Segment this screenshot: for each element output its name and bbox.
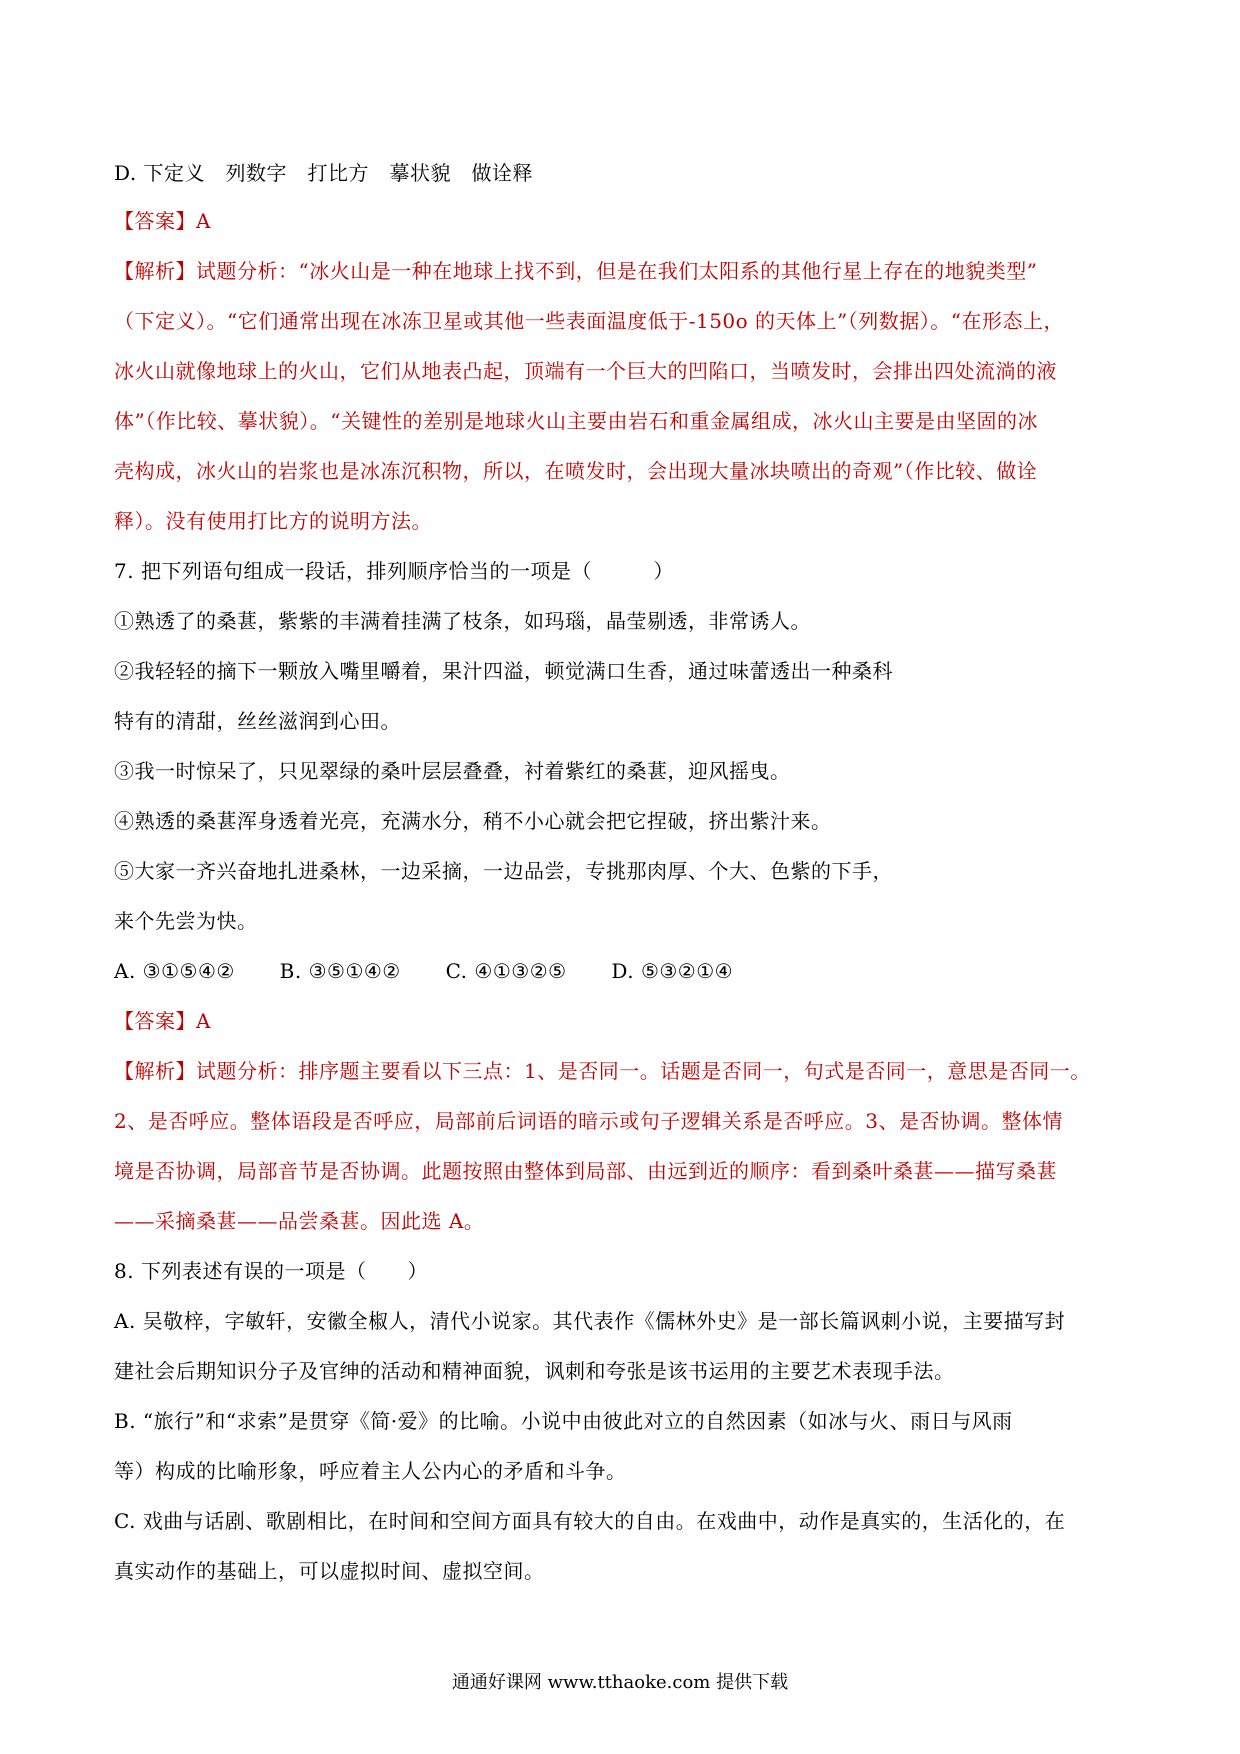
q6-analysis-line: （下定义）。“它们通常出现在冰冻卫星或其他一些表面温度低于-150o 的天体上”（列数据）。“在形态上， <box>114 309 1065 333</box>
q7-analysis-line: 境是否协调，局部音节是否协调。此题按照由整体到局部、由远到近的顺序：看到桑叶桑葚——描写桑葚 <box>114 1159 1057 1183</box>
q8-line: A. 吴敬梓，字敏轩，安徽全椒人，清代小说家。其代表作《儒林外史》是一部长篇讽刺小说，主要描写封 <box>114 1309 1066 1333</box>
q7-options <box>114 956 1134 986</box>
q6-analysis-line: 冰火山就像地球上的火山，它们从地表凸起，顶端有一个巨大的凹陷口，当喷发时，会排出四处流淌的液 <box>114 359 1057 383</box>
q8-line: 真实动作的基础上，可以虚拟时间、虚拟空间。 <box>114 1559 545 1583</box>
q7-option-d: D. ⑤③②①④ <box>611 959 734 983</box>
q7-sentence: ②我轻轻的摘下一颗放入嘴里嚼着，果汁四溢，顿觉满口生香，通过味蕾透出一种桑科 <box>114 659 893 683</box>
q7-analysis-line: 2、是否呼应。整体语段是否呼应，局部前后词语的暗示或句子逻辑关系是否呼应。3、是否协调。整体情 <box>114 1109 1063 1133</box>
analysis-tag: 【解析】 <box>114 259 196 283</box>
q8-line: B. “旅行”和“求索”是贯穿《简·爱》的比喻。小说中由彼此对立的自然因素（如冰与火、雨日与风雨 <box>114 1409 1013 1433</box>
q7-sentence: ①熟透了的桑葚，紫紫的丰满着挂满了枝条，如玛瑙，晶莹剔透，非常诱人。 <box>114 609 811 633</box>
q7-analysis-line <box>114 1056 1134 1086</box>
q7-stem: 7. 把下列语句组成一段话，排列顺序恰当的一项是（ ） <box>114 559 674 583</box>
analysis-tag: 【解析】 <box>114 1059 196 1083</box>
q7-analysis-line: ——采摘桑葚——品尝桑葚。因此选 A。 <box>114 1209 485 1233</box>
analysis-text: 试题分析：“冰火山是一种在地球上找不到，但是在我们太阳系的其他行星上存在的地貌类型” <box>196 259 1038 283</box>
q7-sentence: ③我一时惊呆了，只见翠绿的桑叶层层叠叠，衬着紫红的桑葚，迎风摇曳。 <box>114 759 791 783</box>
q7-sentence: ④熟透的桑葚浑身透着光亮，充满水分，稍不小心就会把它捏破，挤出紫汁来。 <box>114 809 832 833</box>
analysis-text: 试题分析：排序题主要看以下三点：1、是否同一。话题是否同一，句式是否同一，意思是否同一。 <box>196 1059 1091 1083</box>
q7-option-b: B. ③⑤①④② <box>279 959 401 983</box>
q7-option-a: A. ③①⑤④② <box>114 959 235 983</box>
answer-tag: 【答案】 <box>114 1009 196 1033</box>
q7-sentence: 来个先尝为快。 <box>114 909 258 933</box>
answer-value: A <box>196 209 211 233</box>
q7-answer <box>114 1006 1134 1036</box>
q6-analysis-line: 释）。没有使用打比方的说明方法。 <box>114 509 432 533</box>
q8-line: 等）构成的比喻形象，呼应着主人公内心的矛盾和斗争。 <box>114 1459 627 1483</box>
page-footer: 通通好课网 www.tthaoke.com 提供下载 <box>451 1672 789 1693</box>
q7-sentence: ⑤大家一齐兴奋地扎进桑林，一边采摘，一边品尝，专挑那肉厚、个大、色紫的下手， <box>114 859 893 883</box>
q6-analysis-line <box>114 256 1134 286</box>
q8-line: 建社会后期知识分子及官绅的活动和精神面貌，讽刺和夸张是该书运用的主要艺术表现手法。 <box>114 1359 955 1383</box>
q6-answer <box>114 206 1134 236</box>
q7-sentence: 特有的清甜，丝丝滋润到心田。 <box>114 709 401 733</box>
q8-stem: 8. 下列表述有误的一项是（ ） <box>114 1259 428 1283</box>
answer-tag: 【答案】 <box>114 209 196 233</box>
q6-analysis-line: 体”（作比较、摹状貌）。“关键性的差别是地球火山主要由岩石和重金属组成，冰火山主要是由坚固的冰 <box>114 409 1038 433</box>
q8-line: C. 戏曲与话剧、歌剧相比，在时间和空间方面具有较大的自由。在戏曲中，动作是真实的，生活化的，在 <box>114 1509 1066 1533</box>
answer-value: A <box>196 1009 211 1033</box>
q7-option-c: C. ④①③②⑤ <box>445 959 567 983</box>
q6-option-d: D. 下定义 列数字 打比方 摹状貌 做诠释 <box>114 161 534 185</box>
q6-analysis-line: 壳构成，冰火山的岩浆也是冰冻沉积物，所以，在喷发时，会出现大量冰块喷出的奇观”（作比较、做诠 <box>114 459 1038 483</box>
